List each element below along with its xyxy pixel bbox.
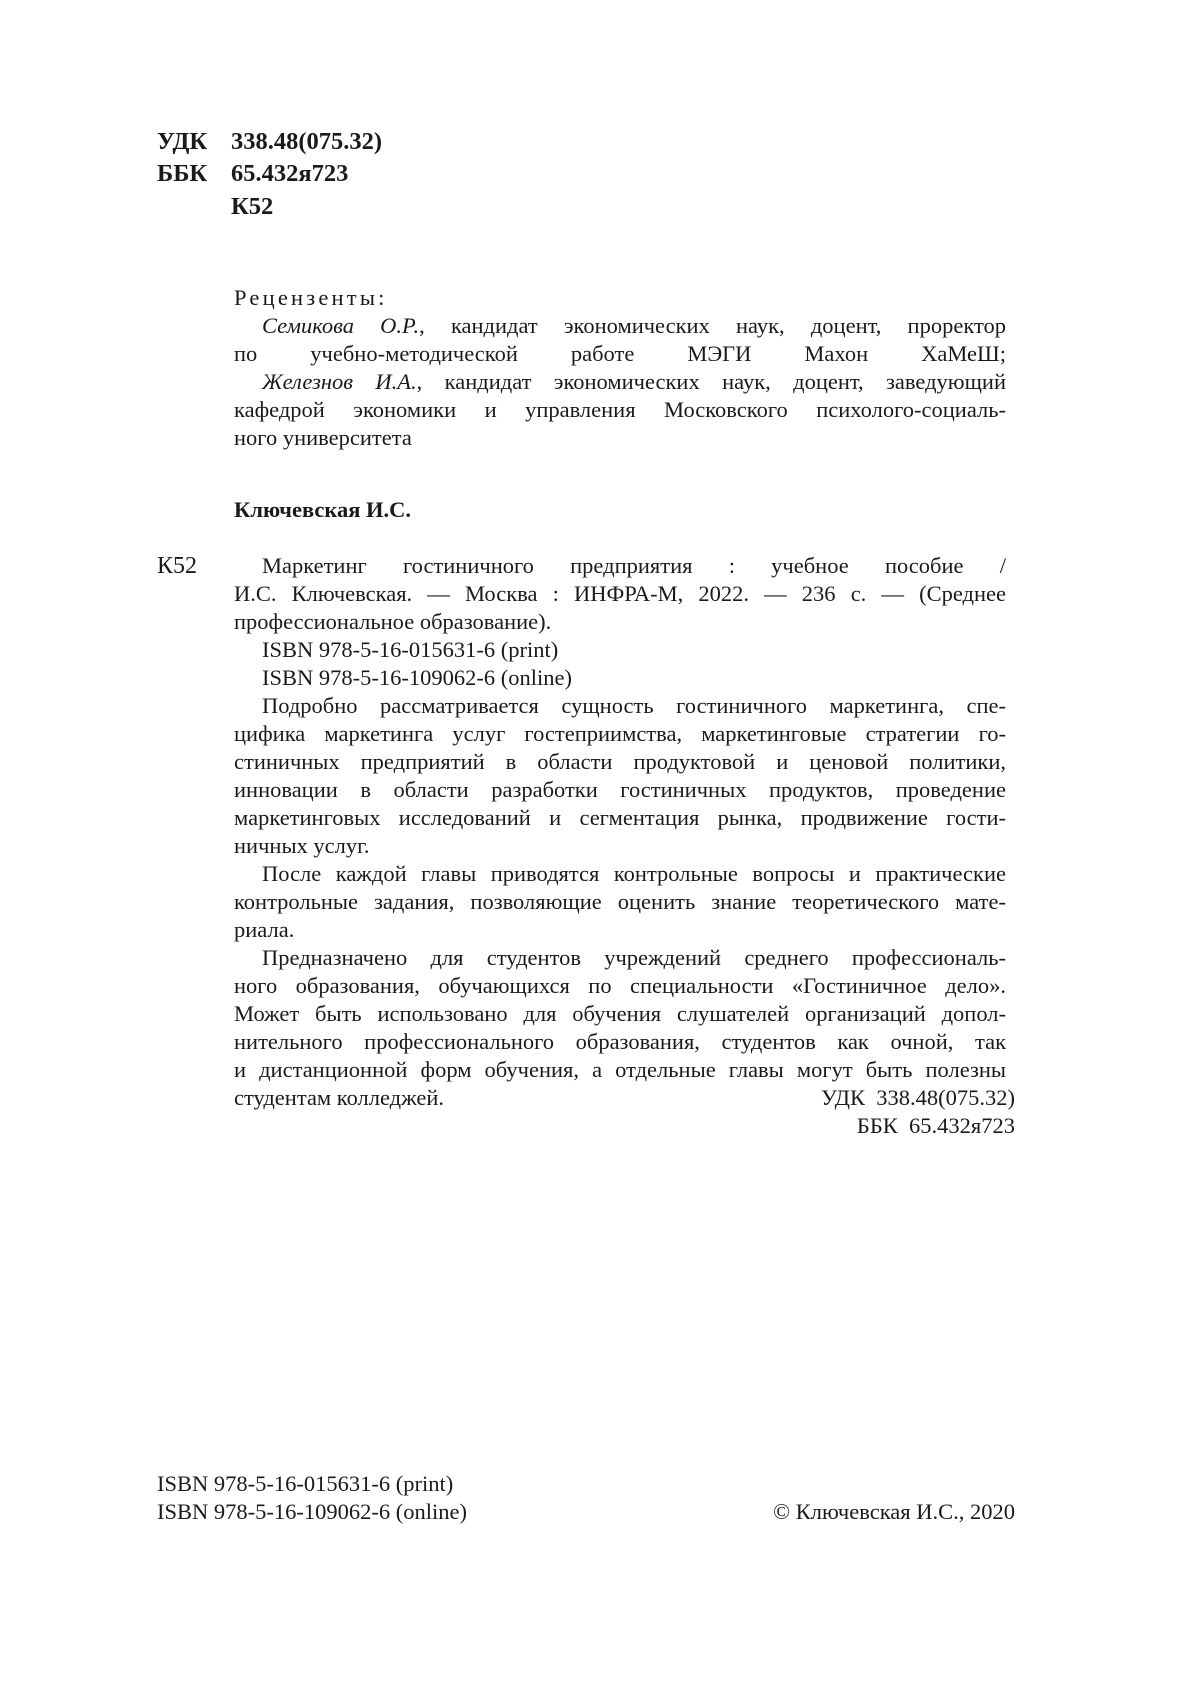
annotation-p3-line: нительного профессионального образования, студентов как очной, так xyxy=(234,1029,1006,1054)
annotation-p3-line: и дистанционной форм обучения, а отдельные главы могут быть полезны xyxy=(234,1057,1006,1082)
bottom-isbn-block xyxy=(157,1470,467,1526)
bbk-row xyxy=(157,162,348,187)
author-mark-row xyxy=(157,195,273,220)
bbk-label: ББК xyxy=(157,160,208,187)
record-title-line-1: Маркетинг гостиничного предприятия : учебное пособие / xyxy=(262,553,1006,578)
record-title-line-2: И.С. Ключевская. — Москва : ИНФРА-М, 2022. — 236 с. — (Среднее xyxy=(234,581,1006,606)
bbk-value: 65.432я723 xyxy=(231,160,349,187)
udk-value: 338.48(075.32) xyxy=(231,128,383,155)
annotation-p1-line: ничных услуг. xyxy=(234,833,370,858)
footer-bbk: ББК 65.432я723 xyxy=(856,1113,1015,1138)
record-title-line-3: профессиональное образование). xyxy=(234,609,552,634)
annotation-p1-line: Подробно рассматривается сущность гостиничного маркетинга, спе- xyxy=(262,693,1006,718)
record-isbn-block xyxy=(234,636,1006,692)
reviewer-2-name: Железнов И.А. xyxy=(262,369,417,394)
reviewers-heading: Рецензенты: xyxy=(234,285,388,310)
footer-udk: УДК 338.48(075.32) xyxy=(821,1085,1015,1110)
record-isbn-online: ISBN 978-5-16-109062-6 (online) xyxy=(262,665,572,690)
annotation-p3-line: Предназначено для студентов учреждений среднего профессиональ- xyxy=(262,945,1006,970)
record-author-block xyxy=(234,496,1006,524)
annotation-p2-line: контрольные задания, позволяющие оценить знание теоретического мате- xyxy=(234,889,1006,914)
annotation-p1-line: инновации в области разработки гостиничных продуктов, проведение xyxy=(234,777,1006,802)
bottom-isbn-online: ISBN 978-5-16-109062-6 (online) xyxy=(157,1499,467,1524)
annotation-p3-line: Может быть использовано для обучения слушателей организаций допол- xyxy=(234,1001,1006,1026)
reviewers-block xyxy=(234,284,1006,452)
record-description xyxy=(234,552,1006,636)
record-author-mark: К52 xyxy=(157,553,198,579)
reviewer-2-line-2: кафедрой экономики и управления Московского психолого-социаль- xyxy=(234,397,1006,422)
annotation-p1-line: стиничных предприятий в области продуктовой и ценовой политики, xyxy=(234,749,1006,774)
reviewer-1-line-1: Семикова О.Р., кандидат экономических наук, доцент, проректор xyxy=(262,313,1006,338)
annotation-p1-line: цифика маркетинга услуг гостеприимства, маркетинговые стратегии го- xyxy=(234,721,1006,746)
annotation-p3-line: ного образования, обучающихся по специальности «Гостиничное дело». xyxy=(234,973,1006,998)
reviewer-2-line-1: Железнов И.А., кандидат экономических наук, доцент, заведующий xyxy=(262,369,1006,394)
annotation-p1-line: маркетинговых исследований и сегментация рынка, продвижение гости- xyxy=(234,805,1006,830)
copyright: © Ключевская И.С., 2020 xyxy=(773,1499,1015,1524)
author-mark: К52 xyxy=(231,193,274,220)
bottom-isbn-print: ISBN 978-5-16-015631-6 (print) xyxy=(157,1471,454,1496)
annotation-p3-line: студентам колледжей. xyxy=(234,1085,445,1110)
reviewer-1-line-2: по учебно-методической работе МЭГИ Махон ХаМеШ; xyxy=(234,341,1006,366)
udk-row xyxy=(157,130,382,155)
reviewer-1-name: Семикова О.Р. xyxy=(262,313,420,338)
udk-label: УДК xyxy=(157,128,208,155)
reviewer-2-line-3: ного университета xyxy=(234,425,412,450)
annotation-p2-line: После каждой главы приводятся контрольные вопросы и практические xyxy=(262,861,1006,886)
footer-codes xyxy=(821,1084,1015,1140)
record-author-heading: Ключевская И.С. xyxy=(234,497,412,522)
record-isbn-print: ISBN 978-5-16-015631-6 (print) xyxy=(262,637,559,662)
annotation-p2-line: риала. xyxy=(234,917,295,942)
annotation xyxy=(234,692,1006,1112)
